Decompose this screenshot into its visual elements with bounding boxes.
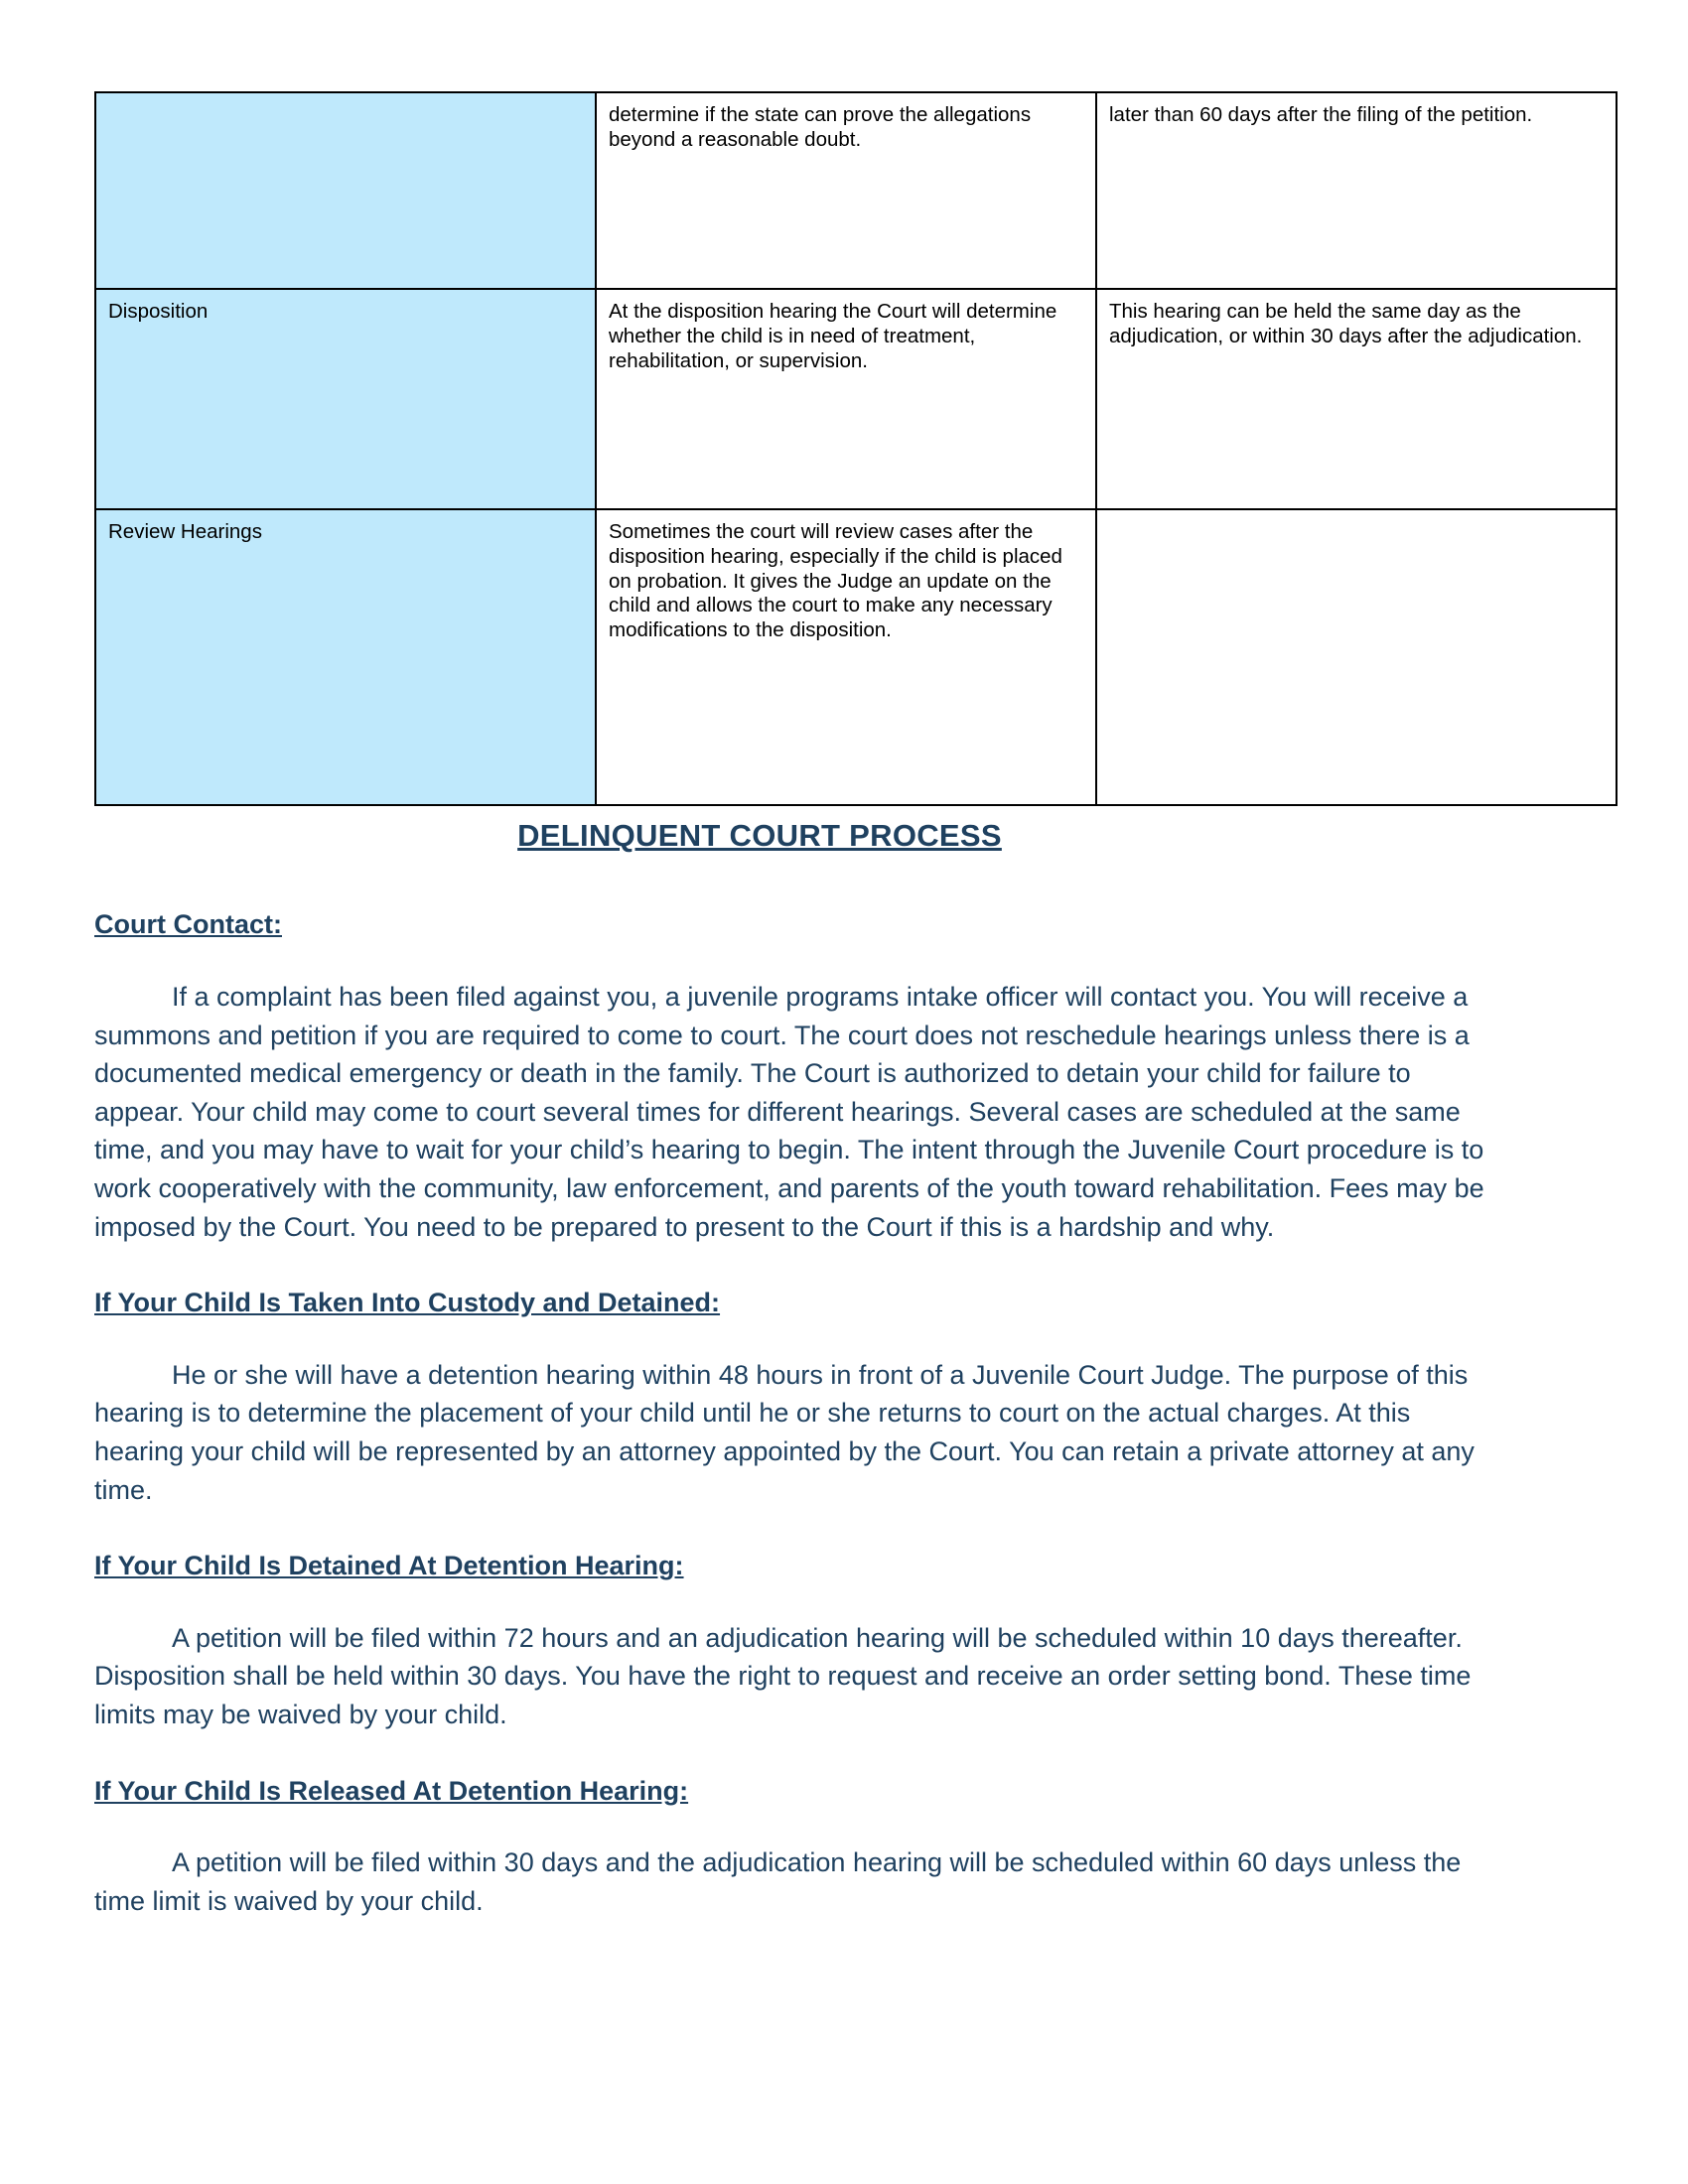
table-cell-timing [1096, 289, 1617, 509]
table-cell-stage [95, 289, 596, 509]
description-text: Sometimes the court will review cases after the disposition hearing, especially if the child is placed on probation. It gives the Judge an update on the child and allows the court to make any necessary modifications to the disposition. [609, 520, 1062, 642]
table-cell-timing [1096, 92, 1617, 289]
description-text: determine if the state can prove the allegations beyond a reasonable doubt. [609, 103, 1032, 151]
section-paragraph-detained-at-hearing: A petition will be filed within 72 hours and an adjudication hearing will be scheduled within 10 days thereafter. Disposition shall be held within 30 days. You have the right to request and receive an order setting bond. These time limits may be waived by your child. [94, 1622, 1472, 1730]
timing-text: later than 60 days after the filing of the petition. [1109, 103, 1533, 126]
table-cell-stage [95, 92, 596, 289]
description-text: At the disposition hearing the Court will determine whether the child is in need of treatment, rehabilitation, or supervision. [609, 300, 1057, 372]
section-heading-detained-at-hearing: If Your Child Is Detained At Detention Hearing: [94, 1551, 684, 1581]
table-row [95, 509, 1617, 805]
table-cell-description [596, 92, 1096, 289]
court-process-table [94, 91, 1618, 806]
table-cell-stage [95, 509, 596, 805]
document-body [94, 814, 1484, 1959]
table-row [95, 92, 1617, 289]
section-heading-court-contact: Court Contact: [94, 909, 282, 940]
section-paragraph-released-at-hearing: A petition will be filed within 30 days and the adjudication hearing will be scheduled within 60 days unless the time limit is waived by your child. [94, 1847, 1462, 1916]
stage-label: Disposition [108, 300, 209, 323]
timing-text: This hearing can be held the same day as the adjudication, or within 30 days after the adjudication. [1109, 300, 1583, 347]
section-paragraph-court-contact: If a complaint has been filed against you, a juvenile programs intake officer will contact you. You will receive a summons and petition if you are required to come to court. The court does not reschedule hearings unless there is a documented medical emergency or death in the family. The Court is authorized to detain your child for failure to appear. Your child may come to court several times for different hearings. Several cases are scheduled at the same time, and you may have to wait for your child’s hearing to begin. The intent through the Juvenile Court procedure is to work cooperatively with the community, law enforcement, and parents of the youth toward rehabilitation. Fees may be imposed by the Court. You need to be prepared to present to the Court if this is a hardship and why. [94, 981, 1484, 1242]
stage-label: Review Hearings [108, 520, 262, 543]
section-paragraph-taken-into-custody: He or she will have a detention hearing within 48 hours in front of a Juvenile Court Judge. The purpose of this hearing is to determine the placement of your child until he or she returns to court on the actual charges. At this hearing your child will be represented by an attorney appointed by the Court. You can retain a private attorney at any time. [94, 1359, 1475, 1505]
section-heading-released-at-hearing: If Your Child Is Released At Detention Hearing: [94, 1775, 689, 1806]
table-row [95, 289, 1617, 509]
table-cell-description [596, 289, 1096, 509]
table-body [95, 92, 1617, 805]
page-title: DELINQUENT COURT PROCESS [517, 818, 1002, 853]
table-cell-description [596, 509, 1096, 805]
table-cell-timing [1096, 509, 1617, 805]
section-heading-taken-into-custody: If Your Child Is Taken Into Custody and Detained: [94, 1288, 721, 1318]
court-process-table-container [94, 91, 1583, 806]
